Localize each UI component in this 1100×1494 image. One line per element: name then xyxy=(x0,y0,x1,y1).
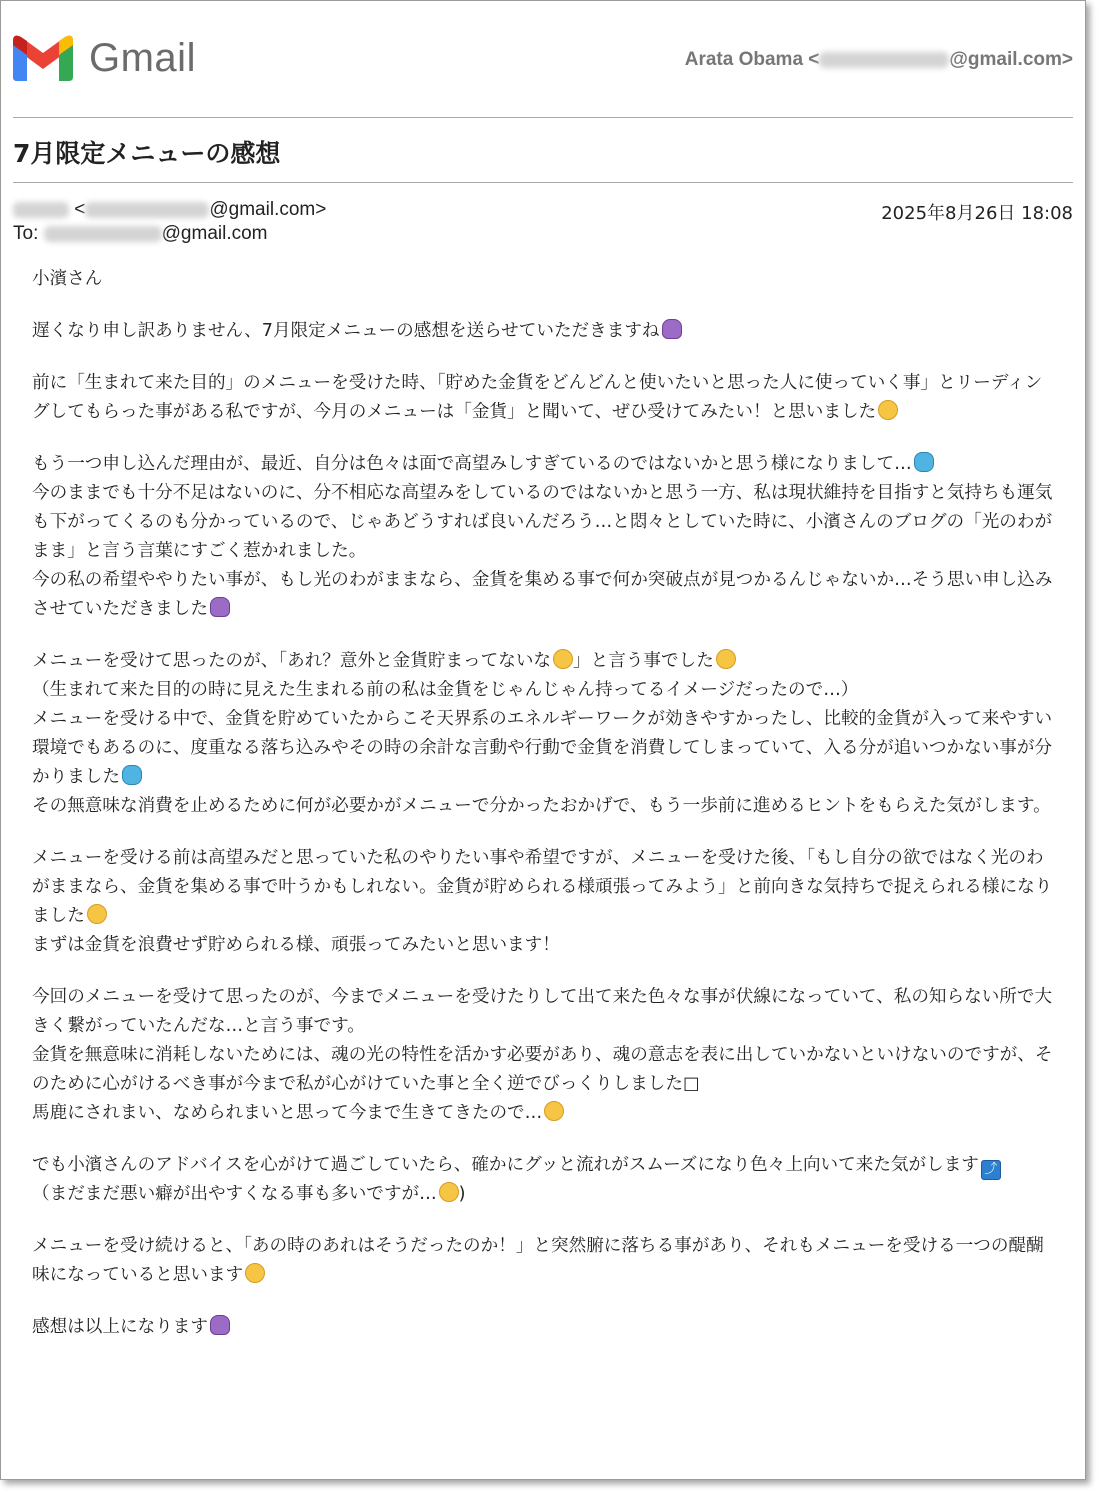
email-subject: 7月限定メニューの感想 xyxy=(13,139,281,168)
body-text: 今回のメニューを受けて思ったのが、今までメニューを受けたりして出て来た色々な事が伏線になっていて、私の知らない所で大きく繋がっていたんだな…と言う事です。 xyxy=(32,987,1053,1036)
body-paragraph xyxy=(32,1151,1055,1209)
redacted-sender-email xyxy=(85,202,209,218)
sweat-droplets-emoji xyxy=(914,452,934,472)
body-text: 遅くなり申し訳ありません、7月限定メニューの感想を送らせていただきますね xyxy=(32,321,660,341)
closing: 感想は以上になります xyxy=(32,1317,208,1337)
email-date: 2025年8月26日 18:08 xyxy=(881,203,1073,224)
grinning-sweat-emoji xyxy=(544,1101,564,1121)
print-header xyxy=(1,1,1085,117)
to-label: To: xyxy=(13,223,39,244)
body-paragraph xyxy=(32,1232,1055,1290)
header-divider xyxy=(13,117,1073,118)
gmail-logo xyxy=(13,35,196,81)
body-text: でも小濱さんのアドバイスを心がけて過ごしていたら、確かにグッと流れがスムーズになり色々上向いて来た気がします xyxy=(32,1155,979,1175)
smiling-face-emoji xyxy=(878,400,898,420)
body-paragraph xyxy=(32,265,1055,294)
grinning-sweat-emoji xyxy=(716,649,736,669)
sweat-droplets-emoji xyxy=(122,765,142,785)
body-text: 今の私の希望ややりたい事が、もし光のわがままなら、金貨を集める事で何か突破点が見つかるんじゃないか…そう思い申し込みさせていただきました xyxy=(32,570,1053,619)
body-text: 金貨を無意味に消耗しないためには、魂の光の特性を活かす必要があり、魂の意志を表に出していかないといけないのですが、そのために心がけるべき事が今まで私が心がけていた事と全く逆でびっくりしました xyxy=(32,1045,1053,1094)
sender-email-suffix: @gmail.com> xyxy=(209,199,327,220)
up-arrow-emoji: ⤴ xyxy=(981,1160,1001,1180)
body-text: （生まれて来た目的の時に見えた生まれる前の私は金貨をじゃんじゃん持ってるイメージだったので…） xyxy=(32,680,859,700)
person-bowing-emoji xyxy=(210,597,230,617)
email-body xyxy=(32,265,1055,1342)
body-text: ) xyxy=(458,1184,466,1204)
sender: < @gmail.com> xyxy=(13,199,326,221)
smiling-face-emoji xyxy=(87,904,107,924)
grinning-face-emoji xyxy=(439,1182,459,1202)
account-header: Arata Obama < @gmail.com> xyxy=(684,49,1073,70)
body-paragraph xyxy=(32,647,1055,821)
body-text: 前に「生まれて来た目的」のメニューを受けた時、「貯めた金貨をどんどんと使いたいと思った人に使っていく事」とリーディングしてもらった事がある私ですが、今月のメニューは「金貨」と聞いて、ぜひ受けてみたい！と思いました xyxy=(32,373,1043,422)
body-text: メニューを受け続けると、「あの時のあれはそうだったのか！」と突然腑に落ちる事があり、それもメニューを受ける一つの醍醐味になっていると思います xyxy=(32,1236,1044,1285)
body-paragraph xyxy=(32,317,1055,346)
redacted-sender-name xyxy=(13,202,69,218)
person-bowing-emoji xyxy=(210,1315,230,1335)
recipient-email-suffix: @gmail.com xyxy=(161,223,268,244)
redacted-account-email xyxy=(819,52,949,68)
person-bowing-emoji xyxy=(662,319,682,339)
recipient xyxy=(13,223,268,245)
body-paragraph xyxy=(32,450,1055,624)
missing-glyph: □ xyxy=(682,1074,700,1094)
body-text: 」と言う事でした xyxy=(573,651,714,671)
body-text: メニューを受ける中で、金貨を貯めていたからこそ天界系のエネルギーワークが効きやすかったし、比較的金貨が入って来やすい環境でもあるのに、度重なる落ち込みやその時の余計な言動や行動で金貨を消費してしまっていて、入る分が追いつかない事が分かりました xyxy=(32,709,1053,787)
body-text: その無意味な消費を止めるために何が必要かがメニューで分かったおかげで、もう一歩前に進めるヒントをもらえた気がします。 xyxy=(32,796,1051,816)
email-meta xyxy=(13,183,1073,243)
account-email-suffix: @gmail.com> xyxy=(949,49,1073,70)
redacted-recipient-email xyxy=(44,226,162,242)
greeting: 小濱さん xyxy=(32,269,103,289)
body-text: まずは金貨を浪費せず貯められる様、頑張ってみたいと思います！ xyxy=(32,935,560,955)
gmail-logo-icon xyxy=(13,35,73,81)
body-text: 今のままでも十分不足はないのに、分不相応な高望みをしているのではないかと思う一方、私は現状維持を目指すと気持ちも運気も下がってくるのも分かっているので、じゃあどうすれば良いんだろう…と悶々としていた時に、小濱さんのブログの「光のわがまま」と言う言葉にすごく惹かれました。 xyxy=(32,483,1053,561)
confused-face-emoji xyxy=(553,649,573,669)
body-paragraph xyxy=(32,983,1055,1128)
body-paragraph xyxy=(32,1313,1055,1342)
body-text: メニューを受ける前は高望みだと思っていた私のやりたい事や希望ですが、メニューを受けた後、「もし自分の欲ではなく光のわがままなら、金貨を集める事で叶うかもしれない。金貨が貯められる様頑張ってみよう」と前向きな気持ちで捉えられる様になりました xyxy=(32,848,1053,926)
body-text: メニューを受けて思ったのが、「あれ？意外と金貨貯まってないな xyxy=(32,651,552,671)
body-text: （まだまだ悪い癖が出やすくなる事も多いですが… xyxy=(32,1184,437,1204)
account-name: Arata Obama xyxy=(684,49,804,70)
body-text: 馬鹿にされまい、なめられまいと思って今まで生きてきたので… xyxy=(32,1103,543,1123)
body-paragraph xyxy=(32,844,1055,960)
relieved-face-emoji xyxy=(245,1263,265,1283)
body-paragraph xyxy=(32,369,1055,427)
body-text: もう一つ申し込んだ理由が、最近、自分は色々は面で高望みしすぎているのではないかと思う様になりまして… xyxy=(32,454,912,474)
gmail-wordmark: Gmail xyxy=(89,35,196,80)
